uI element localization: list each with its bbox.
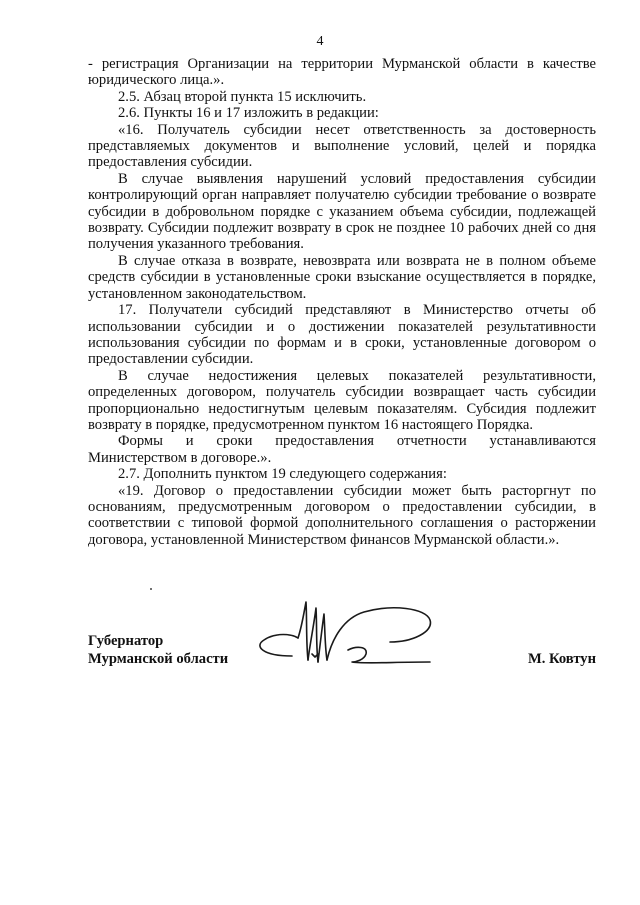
paragraph-reporting-forms: Формы и сроки предоставления отчетности устанавливаются Министерством в договоре.». bbox=[88, 433, 596, 466]
paragraph-item-19: «19. Договор о предоставлении субсидии может быть расторгнут по основаниям, предусмотренным договором о предоставлении субсидии, в соответствии с типовой формой дополнительного соглашения о расторжении договора, установленной Министерством финансов Мурманской области.». bbox=[88, 482, 596, 548]
paragraph-refusal: В случае отказа в возврате, невозврата или возврата не в полном объеме средств субсидии в установленные сроки взыскание осуществляется в порядке, установленном законодательством. bbox=[88, 252, 596, 302]
signatory-position bbox=[88, 632, 228, 668]
paragraph-item-17: 17. Получатели субсидий представляют в Министерство отчеты об использовании субсидии и о достижении показателей результативности использования субсидии по формам и в сроки, установленные договором о предоставлении субсидии. bbox=[88, 302, 596, 368]
paragraph-item-16: «16. Получатель субсидии несет ответственность за достоверность представляемых документов и выполнение условий, целей и порядка предоставления субсидии. bbox=[88, 121, 596, 171]
paragraph-registration: - регистрация Организации на территории Мурманской области в качестве юридического лица.». bbox=[88, 56, 596, 89]
paragraph-2-6: 2.6. Пункты 16 и 17 изложить в редакции: bbox=[118, 105, 379, 122]
position-line-2: Мурманской области bbox=[88, 651, 229, 667]
page-number: 4 bbox=[316, 34, 324, 49]
document-body bbox=[88, 56, 596, 548]
paragraph-2-7: 2.7. Дополнить пунктом 19 следующего содержания: bbox=[118, 466, 447, 483]
scan-speck bbox=[150, 588, 152, 590]
position-line-1: Губернатор bbox=[88, 633, 164, 649]
handwritten-signature bbox=[252, 598, 442, 678]
paragraph-targets: В случае недостижения целевых показателей результативности, определенных договором, получатель субсидии возвращает часть субсидии пропорционально недостигнутым целевым показателям. Субсидия подлежит возврату в порядке, предусмотренном пунктом 16 настоящего Порядка. bbox=[88, 367, 596, 433]
paragraph-violations: В случае выявления нарушений условий предоставления субсидии контролирующий орган направляет получателю субсидии требование о возврате субсидии в добровольном порядке с указанием объема субсидии, подлежащей возврату. Субсидии подлежит возврату в срок не позднее 10 рабочих дней со дня получения указанного требования. bbox=[88, 170, 596, 253]
signatory-name: М. Ковтун bbox=[527, 651, 596, 667]
paragraph-2-5: 2.5. Абзац второй пункта 15 исключить. bbox=[118, 88, 367, 105]
